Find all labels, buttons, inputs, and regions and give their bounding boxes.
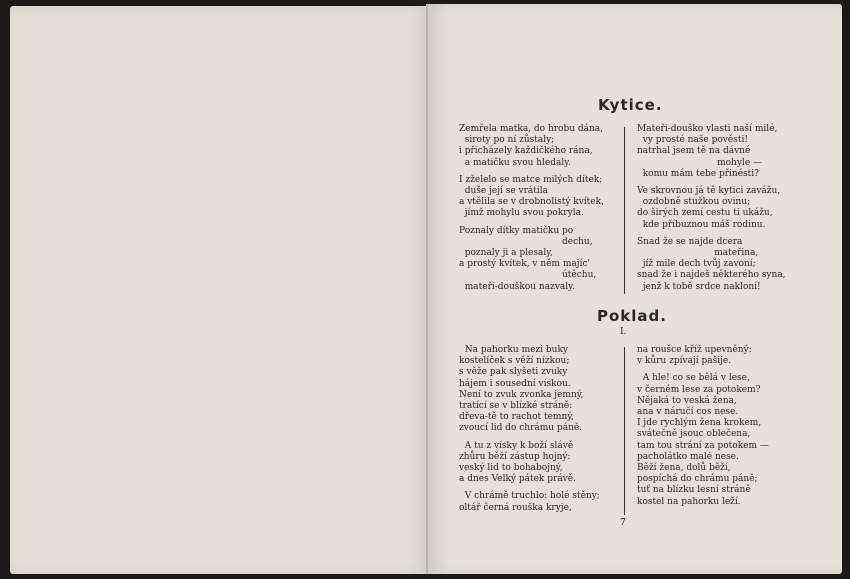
section-number: I.	[620, 327, 627, 337]
stanza	[459, 226, 604, 293]
poem-title-poklad: Poklad.	[597, 307, 667, 325]
verse-line: na roušce kříž upevněný:	[637, 345, 752, 355]
page-number: 7	[620, 518, 626, 528]
verse-line: a prostý kvítek, v něm majíc'	[459, 259, 590, 270]
verse-line: jenž k tobě srdce nakloní!	[637, 281, 761, 292]
verse-line: mateři-douškou nazvaly.	[459, 281, 575, 292]
verse-line: ozdobně stužkou ovinu;	[637, 197, 751, 208]
verse-line: tam tou strání za potokem —	[637, 440, 769, 451]
verse-line: dřeva-tě to rachot temný,	[459, 412, 575, 423]
verse-line: mateřina,	[637, 248, 759, 259]
verse-line: svátečně jsouc oblečena,	[637, 429, 751, 440]
verse-line: pospíchá do chrámu páně;	[637, 474, 758, 485]
verse-line: tratící se v blízké stráně:	[459, 401, 573, 412]
verse-line: jíž mile dech tvůj zavoní;	[637, 259, 756, 270]
verse-line: V chrámě truchlo: holé stěny;	[459, 491, 600, 502]
verse-line: kde příbuznou máš rodinu.	[637, 219, 766, 230]
stanza	[459, 441, 600, 486]
verse-line: zvoucí lid do chrámu páně.	[459, 423, 583, 434]
verse-line: vy prosté naše pověsti!	[637, 135, 748, 146]
verse-line: Není to zvuk zvonka jemný,	[459, 389, 584, 400]
verse-line: Poznaly dítky matičku po	[459, 225, 574, 236]
column-divider	[624, 347, 625, 515]
verse-line: zhůru běží zástup hojný:	[459, 451, 571, 462]
verse-line: útěchu,	[459, 270, 597, 281]
verse-line: do širých zemí cestu ti ukážu,	[637, 208, 773, 219]
verse-line: komu mám tebe přinésti?	[637, 168, 759, 179]
verse-line: a dnes Velký pátek právě.	[459, 474, 576, 485]
verse-line: kostelíček s věží nízkou;	[459, 356, 570, 367]
verse-line: snad že i najdeš některého syna,	[637, 270, 786, 281]
stanza	[637, 237, 786, 293]
verse-line: oltář černá rouška kryje,	[459, 502, 572, 513]
verse-line: duše její se vrátila	[459, 186, 549, 197]
verse-line: jímž mohylu svou pokryla.	[459, 208, 584, 219]
verse-line: a matičku svou hledaly.	[459, 157, 572, 168]
kytice-left-column	[459, 124, 604, 299]
verse-line: I zželelo se matce milých dítek;	[459, 174, 603, 185]
stanza	[459, 345, 600, 435]
verse-line: Běží žena, dolů běží,	[637, 463, 731, 474]
stanza	[637, 345, 769, 367]
verse-line: natrhal jsem tě na dávné	[637, 146, 751, 157]
verse-line: A hle! co se bělá v lese,	[637, 373, 750, 384]
poem-title-kytice: Kytice.	[598, 96, 663, 114]
verse-line: mohyle —	[637, 157, 763, 168]
verse-line: i přicházely každičkého rána,	[459, 146, 593, 157]
verse-line: I jde rychlým žena krokem,	[637, 418, 762, 429]
verse-line: veský lid to bohabojný,	[459, 463, 563, 474]
verse-line: A tu z vísky k boží slávě	[459, 440, 574, 451]
stanza	[637, 186, 786, 231]
verse-line: Snad že se najde dcera	[637, 236, 743, 247]
verse-line: hájem i sousední vískou.	[459, 378, 571, 389]
verse-line: Nějaká to veská žena,	[637, 395, 737, 406]
verse-line: a vtělila se v drobnolistý kvítek,	[459, 197, 604, 208]
verse-line: v kůru zpívají pašije.	[637, 356, 732, 367]
verse-line: Na pahorku mezi buky	[459, 345, 569, 355]
stanza	[459, 175, 604, 220]
verse-line: pacholátko malé nese.	[637, 451, 739, 462]
kytice-right-column	[637, 124, 786, 299]
verse-line: tuť na blízku lesní stráně	[637, 485, 751, 496]
verse-line: poznaly ji a plesaly,	[459, 248, 553, 259]
verse-line: ana v náručí cos nese.	[637, 407, 739, 418]
verse-line: Zemřela matka, do hrobu dána,	[459, 124, 604, 134]
stanza	[459, 491, 600, 513]
verse-line: kostel na pahorku leží.	[637, 496, 741, 507]
left-page	[10, 6, 428, 574]
verse-line: Mateři-douško vlasti naší milé,	[637, 124, 778, 134]
verse-line: s věže pak slyšeti zvuky	[459, 367, 568, 378]
poklad-right-column	[637, 345, 769, 514]
column-divider	[624, 127, 625, 294]
stanza	[637, 124, 786, 180]
verse-line: siroty po ní zůstaly;	[459, 135, 555, 146]
poklad-left-column	[459, 345, 600, 520]
verse-line: dechu,	[459, 236, 593, 247]
stanza	[637, 373, 769, 507]
stanza	[459, 124, 604, 169]
verse-line: v černém lese za potokem?	[637, 384, 761, 395]
verse-line: Ve skrovnou já tě kytici zavážu,	[637, 186, 781, 197]
